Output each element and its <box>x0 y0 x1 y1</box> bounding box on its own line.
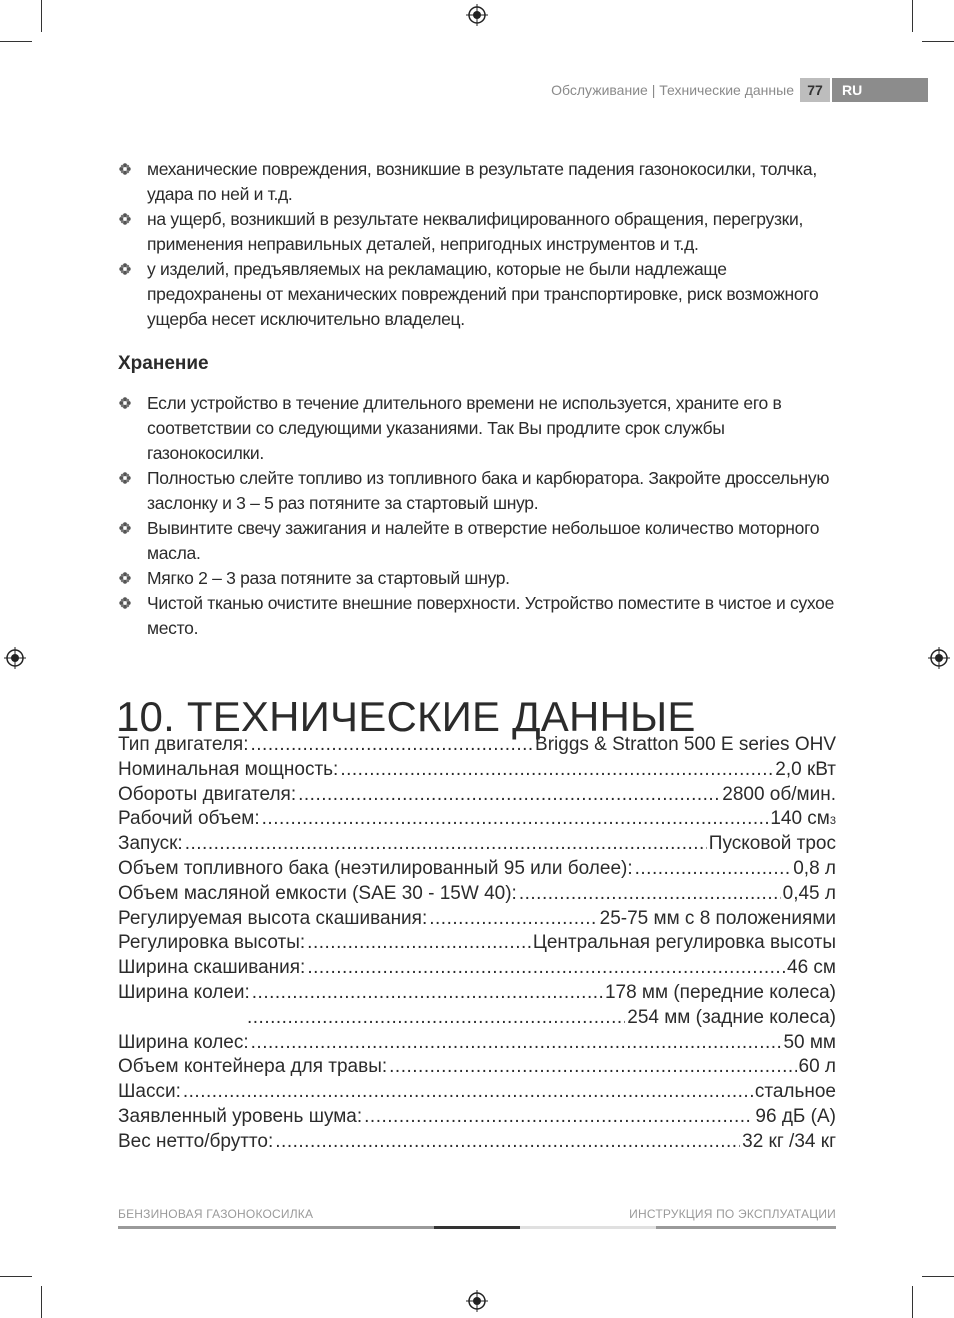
spec-row <box>118 907 836 932</box>
flower-bullet-icon <box>119 472 131 484</box>
list-item <box>118 157 838 207</box>
spec-label: Ширина колес: <box>118 1031 249 1053</box>
dot-leader <box>364 1105 753 1130</box>
spec-row <box>118 1006 836 1031</box>
spec-label: Номинальная мощность: <box>118 758 339 780</box>
spec-row <box>118 733 836 758</box>
flower-bullet-icon <box>119 163 131 175</box>
spec-value: Briggs & Stratton 500 E series OHV <box>535 734 836 755</box>
spec-label: Заявленный уровень шума: <box>118 1105 363 1127</box>
crop-mark <box>912 0 913 32</box>
spec-row <box>118 931 836 956</box>
spec-label: Ширина колеи: <box>118 981 250 1003</box>
spec-row <box>118 1130 836 1155</box>
list-item-text: механические повреждения, возникшие в результате падения газонокосилки, толчка, удара по ней и т.д. <box>147 159 817 204</box>
spec-row <box>118 882 836 907</box>
dot-leader <box>262 807 769 832</box>
spec-value: 2800 об/мин. <box>722 783 836 805</box>
spec-value: 60 л <box>798 1056 836 1078</box>
page-header <box>540 78 928 102</box>
spec-label: Вес нетто/брутто: <box>118 1130 274 1152</box>
spec-label: Тип двигателя: <box>118 734 249 755</box>
spec-value: 46 см <box>787 957 836 979</box>
spec-label: Регулировка высоты: <box>118 932 306 954</box>
page-number: 77 <box>800 78 830 102</box>
spec-value: 178 мм (передние колеса) <box>604 981 836 1003</box>
list-item-text: Вывинтите свечу зажигания и налейте в отверстие небольшое количество моторного масла. <box>147 518 820 563</box>
registration-mark-icon <box>928 647 950 669</box>
list-item <box>118 391 838 466</box>
list-item-text: Чистой тканью очистите внешние поверхности. Устройство поместите в чистое и сухое место. <box>147 593 835 638</box>
list-item <box>118 466 838 516</box>
crop-mark <box>0 1276 32 1277</box>
spec-row <box>118 783 836 808</box>
dot-leader <box>183 1080 753 1105</box>
spec-value: 0,45 л <box>782 882 836 904</box>
spec-row <box>118 758 836 783</box>
dot-leader <box>252 981 603 1006</box>
spec-value: 140 см <box>770 808 830 830</box>
spec-label: Регулируемая высота скашивания: <box>118 907 428 929</box>
flower-bullet-icon <box>119 597 131 609</box>
spec-row <box>118 832 836 857</box>
language-tag: RU <box>832 78 928 102</box>
list-item-text: на ущерб, возникший в результате неквалифицированного обращения, перегрузки, применения неправильных деталей, непригодных инструментов и т.д. <box>147 209 804 254</box>
spec-row <box>118 1080 836 1105</box>
dot-leader <box>275 1130 740 1155</box>
footer-doc-type: ИНСТРУКЦИЯ ПО ЭКСПЛУАТАЦИИ <box>629 1207 836 1221</box>
crop-mark <box>41 0 42 32</box>
crop-mark <box>922 41 954 42</box>
list-item-text: Если устройство в течение длительного времени не используется, храните его в соответствии со следующими указаниями. Так Вы продлите срок службы газонокосилки. <box>147 393 782 463</box>
registration-mark-icon <box>466 1290 488 1312</box>
storage-heading: Хранение <box>118 353 209 374</box>
spec-label: Ширина скашивания: <box>118 957 306 979</box>
list-item <box>118 207 838 257</box>
dot-leader <box>635 857 792 882</box>
spec-value: 2,0 кВт <box>775 758 836 780</box>
spec-label: Шасси: <box>118 1081 181 1103</box>
dot-leader <box>429 907 597 932</box>
list-item-text: Полностью слейте топливо из топливного бака и карбюратора. Закройте дроссельную заслонку и 3 – 5 раз потяните за стартовый шнур. <box>147 468 830 513</box>
crop-mark <box>0 41 32 42</box>
spec-value: 0,8 л <box>793 857 836 879</box>
registration-mark-icon <box>466 4 488 26</box>
crop-mark <box>912 1286 913 1318</box>
spec-row <box>118 1055 836 1080</box>
spec-label: Запуск: <box>118 833 183 855</box>
spec-value: стальное <box>754 1081 836 1103</box>
storage-list <box>118 391 838 641</box>
list-item <box>118 591 838 641</box>
flower-bullet-icon <box>119 572 131 584</box>
crop-mark <box>41 1286 42 1318</box>
list-item <box>118 516 838 566</box>
list-item-text: Мягко 2 – 3 раза потяните за стартовый шнур. <box>147 568 510 588</box>
flower-bullet-icon <box>119 213 131 225</box>
dot-leader <box>298 783 720 808</box>
dot-leader <box>247 1006 625 1031</box>
tech-data-title: 10. ТЕХНИЧЕСКИЕ ДАННЫЕ <box>116 693 696 741</box>
list-item <box>118 566 838 591</box>
spec-value: Центральная регулировка высоты <box>532 932 836 954</box>
dot-leader <box>340 758 773 783</box>
spec-row <box>118 1031 836 1056</box>
dot-leader <box>251 733 534 758</box>
spec-value: 254 мм (задние колеса) <box>627 1006 836 1028</box>
spec-row: Рабочий объем: ..... 140 см 3 <box>118 807 836 832</box>
spec-row <box>118 956 836 981</box>
registration-mark-icon <box>4 647 26 669</box>
header-section-title: Обслуживание | Технические данные <box>551 82 794 98</box>
spec-value: 50 мм <box>783 1031 836 1053</box>
dot-leader <box>307 956 785 981</box>
spec-value: 32 кг /34 кг <box>742 1130 836 1152</box>
dot-leader <box>185 832 707 857</box>
warranty-exclusion-list <box>118 157 838 332</box>
footer-product-name: БЕНЗИНОВАЯ ГАЗОНОКОСИЛКА <box>118 1207 314 1221</box>
spec-row <box>118 981 836 1006</box>
spec-label: Обороты двигателя: <box>118 783 297 805</box>
spec-row <box>118 1105 836 1130</box>
spec-table <box>118 733 836 1155</box>
spec-value: Пусковой трос <box>708 833 836 855</box>
dot-leader <box>389 1055 796 1080</box>
spec-label: Объем масляной емкости (SAE 30 - 15W 40): <box>118 882 517 904</box>
list-item-text: у изделий, предъявляемых на рекламацию, которые не были надлежаще предохранены от механических повреждений при транспортировке, риск возможного ущерба несет исключительно владелец. <box>147 259 819 329</box>
crop-mark <box>922 1276 954 1277</box>
flower-bullet-icon <box>119 522 131 534</box>
spec-value: 96 дБ (А) <box>755 1105 836 1127</box>
spec-row <box>118 857 836 882</box>
spec-label: Объем контейнера для травы: <box>118 1056 388 1078</box>
dot-leader <box>251 1031 782 1056</box>
list-item <box>118 257 838 332</box>
flower-bullet-icon <box>119 397 131 409</box>
spec-label: Объем топливного бака (неэтилированный 95 или более): <box>118 857 633 879</box>
footer-divider <box>118 1226 836 1229</box>
dot-leader <box>307 931 531 956</box>
spec-label: Рабочий объем: <box>118 808 260 830</box>
dot-leader <box>519 882 781 907</box>
flower-bullet-icon <box>119 263 131 275</box>
spec-value: 25-75 мм с 8 положениями <box>599 907 836 929</box>
